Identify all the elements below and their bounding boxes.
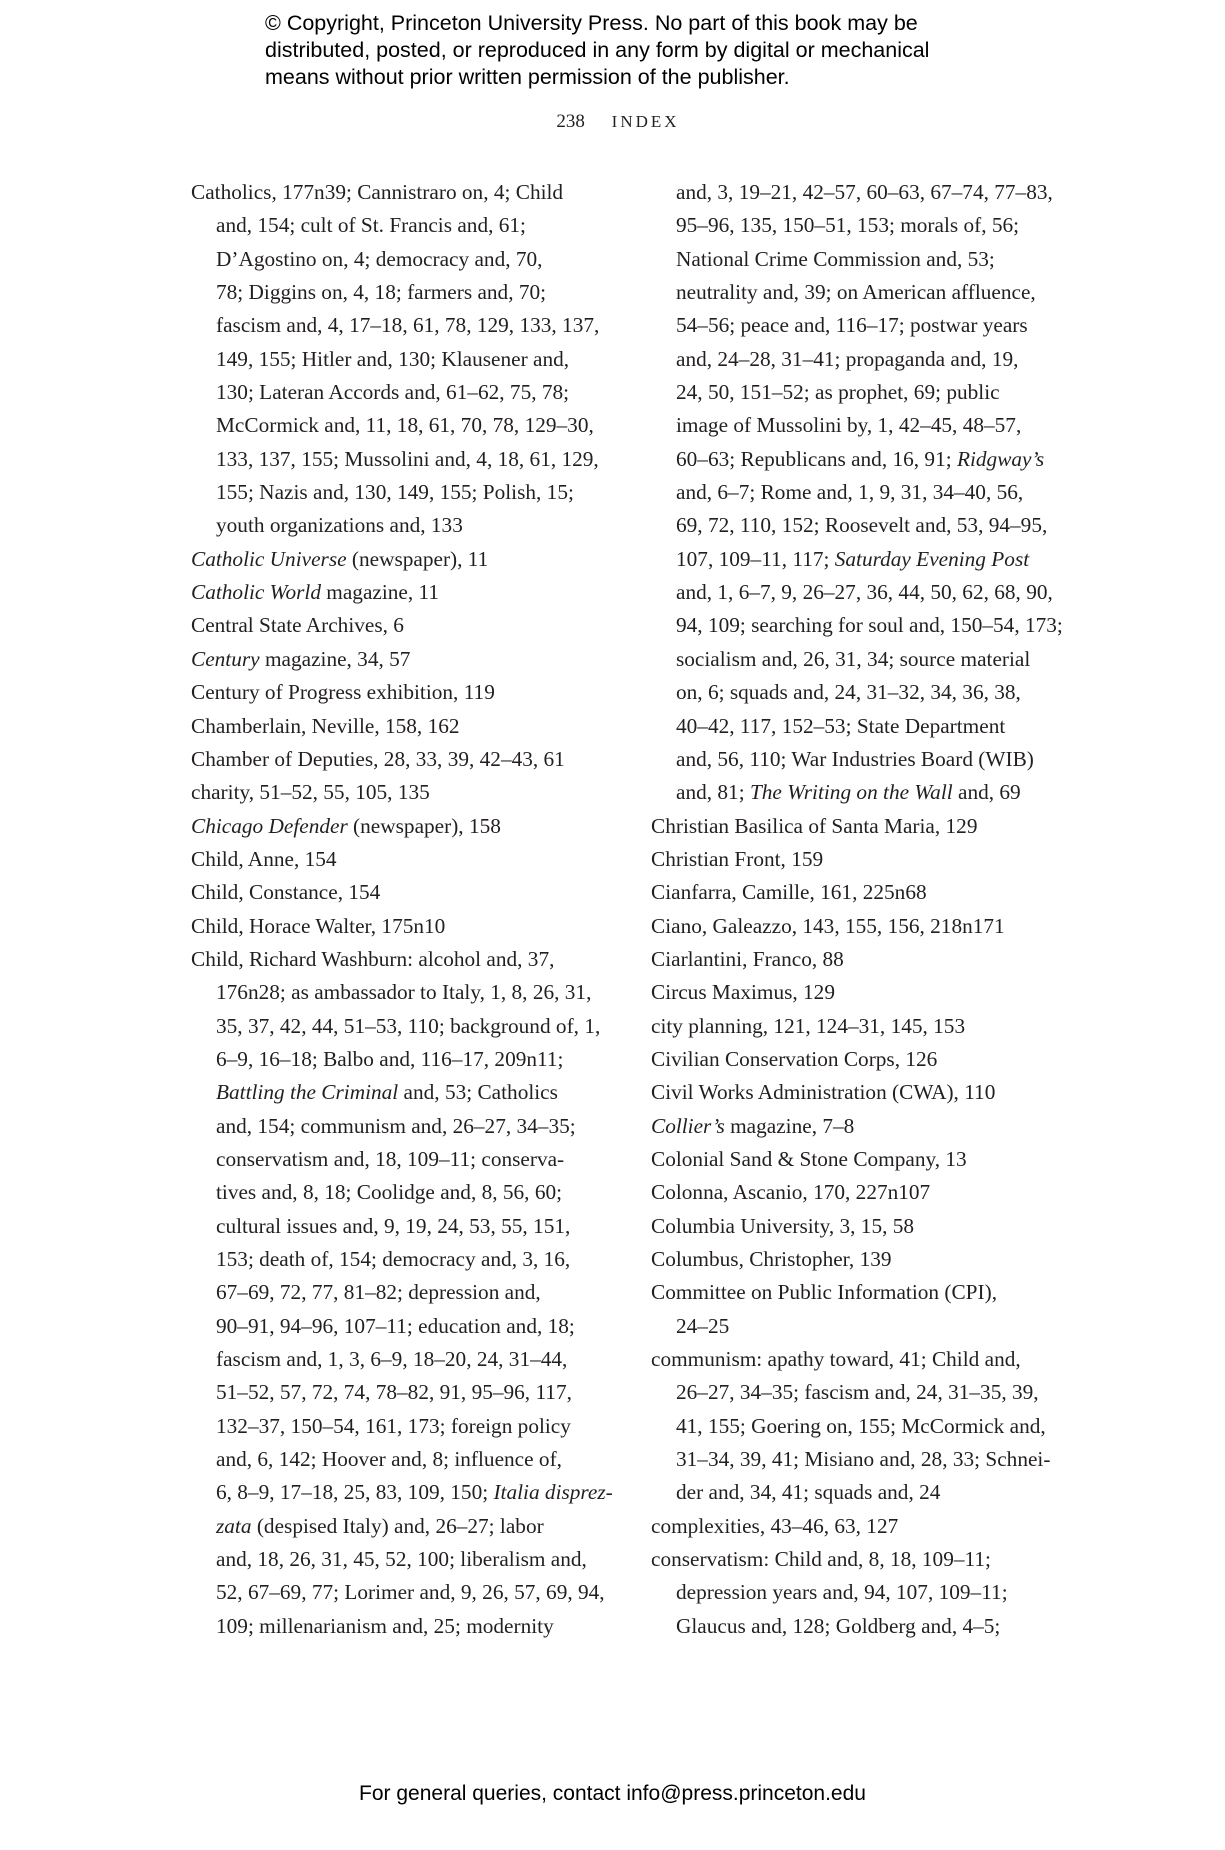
index-line bbox=[191, 643, 611, 676]
entry-text: and, 6–7; Rome and, 1, 9, 31, 34–40, 56, bbox=[676, 480, 1024, 505]
entry-text: 6–9, 16–18; Balbo and, 116–17, 209n11; bbox=[216, 1046, 564, 1071]
index-entry bbox=[651, 1043, 1071, 1076]
index-line bbox=[651, 1276, 1071, 1309]
entry-text: 52, 67–69, 77; Lorimer and, 9, 26, 57, 69, 94, bbox=[216, 1580, 605, 1605]
entry-text: magazine, 7–8 bbox=[724, 1113, 855, 1138]
entry-text: and, 6, 142; Hoover and, 8; influence of, bbox=[216, 1447, 562, 1472]
entry-text: youth organizations and, 133 bbox=[216, 513, 463, 538]
index-line bbox=[191, 776, 611, 809]
index-line bbox=[651, 309, 1071, 342]
index-entry bbox=[191, 710, 611, 743]
entry-title-italic: Catholic Universe bbox=[191, 546, 347, 571]
entry-text: McCormick and, 11, 18, 61, 70, 78, 129–30, bbox=[216, 413, 594, 438]
index-line bbox=[191, 1143, 611, 1176]
index-line bbox=[651, 1310, 1071, 1343]
index-line bbox=[191, 1276, 611, 1309]
index-entry bbox=[651, 1010, 1071, 1043]
index-line bbox=[651, 776, 1071, 809]
index-line bbox=[191, 409, 611, 442]
entry-text: charity, 51–52, 55, 105, 135 bbox=[191, 780, 430, 805]
index-line bbox=[651, 476, 1071, 509]
index-entry bbox=[651, 1276, 1071, 1343]
entry-text: Christian Basilica of Santa Maria, 129 bbox=[651, 813, 978, 838]
index-line bbox=[651, 243, 1071, 276]
entry-text: neutrality and, 39; on American affluence, bbox=[676, 280, 1036, 305]
index-line bbox=[651, 443, 1071, 476]
index-entry bbox=[191, 543, 611, 576]
entry-text: and, 81; bbox=[676, 780, 750, 805]
entry-text: magazine, 11 bbox=[320, 580, 440, 605]
entry-text: Child, Richard Washburn: alcohol and, 37, bbox=[191, 946, 555, 971]
index-entry bbox=[191, 876, 611, 909]
index-line bbox=[191, 943, 611, 976]
index-entry bbox=[191, 910, 611, 943]
entry-text: D’Agostino on, 4; democracy and, 70, bbox=[216, 246, 543, 271]
entry-title-italic: The Writing on the Wall bbox=[749, 780, 953, 805]
index-line bbox=[191, 1543, 611, 1576]
index-line bbox=[191, 1476, 611, 1509]
entry-text: 149, 155; Hitler and, 130; Klausener and, bbox=[216, 346, 570, 371]
index-line bbox=[191, 743, 611, 776]
index-line bbox=[651, 509, 1071, 542]
index-line bbox=[651, 1376, 1071, 1409]
index-line bbox=[651, 743, 1071, 776]
entry-text: magazine, 34, 57 bbox=[259, 646, 411, 671]
index-entry bbox=[651, 1176, 1071, 1209]
entry-text: complexities, 43–46, 63, 127 bbox=[651, 1513, 899, 1538]
entry-text: 6, 8–9, 17–18, 25, 83, 109, 150; bbox=[216, 1480, 494, 1505]
entry-text: Columbia University, 3, 15, 58 bbox=[651, 1213, 915, 1238]
entry-text: Catholics, 177n39; Cannistraro on, 4; Child bbox=[191, 180, 564, 204]
index-entry bbox=[651, 810, 1071, 843]
entry-title-italic: Ridgway’s bbox=[956, 446, 1045, 471]
entry-text: and, 3, 19–21, 42–57, 60–63, 67–74, 77–83, bbox=[676, 180, 1053, 204]
entry-text: 107, 109–11, 117; bbox=[676, 546, 835, 571]
entry-text: 130; Lateran Accords and, 61–62, 75, 78; bbox=[216, 380, 570, 405]
index-entry bbox=[651, 1243, 1071, 1276]
entry-text: Christian Front, 159 bbox=[651, 846, 824, 871]
entry-text: Committee on Public Information (CPI), bbox=[651, 1280, 998, 1305]
entry-text: (newspaper), 158 bbox=[347, 813, 501, 838]
index-line bbox=[651, 676, 1071, 709]
section-title: INDEX bbox=[611, 112, 680, 131]
entry-text: 109; millenarianism and, 25; modernity bbox=[216, 1613, 554, 1638]
index-line bbox=[651, 376, 1071, 409]
entry-text: 133, 137, 155; Mussolini and, 4, 18, 61, 129, bbox=[216, 446, 599, 471]
entry-title-italic: Collier’s bbox=[651, 1113, 725, 1138]
index-line bbox=[191, 376, 611, 409]
entry-text: 26–27, 34–35; fascism and, 24, 31–35, 39, bbox=[676, 1380, 1039, 1405]
footer-contact: For general queries, contact info@press.princeton.edu bbox=[359, 1782, 866, 1805]
index-entry bbox=[191, 743, 611, 776]
entry-text: 24–25 bbox=[676, 1313, 730, 1338]
index-line bbox=[651, 276, 1071, 309]
index-line bbox=[651, 409, 1071, 442]
entry-text: cultural issues and, 9, 19, 24, 53, 55, 151, bbox=[216, 1213, 571, 1238]
entry-text: 69, 72, 110, 152; Roosevelt and, 53, 94–95, bbox=[676, 513, 1048, 538]
index-line bbox=[651, 1210, 1071, 1243]
index-line bbox=[191, 543, 611, 576]
index-line bbox=[651, 643, 1071, 676]
entry-title-italic: zata bbox=[216, 1513, 252, 1538]
entry-text: Colonial Sand & Stone Company, 13 bbox=[651, 1146, 967, 1171]
index-line bbox=[191, 1343, 611, 1376]
index-line bbox=[651, 343, 1071, 376]
entry-text: National Crime Commission and, 53; bbox=[676, 246, 995, 271]
index-line bbox=[191, 710, 611, 743]
index-line bbox=[191, 1576, 611, 1609]
entry-text: and, 24–28, 31–41; propaganda and, 19, bbox=[676, 346, 1019, 371]
running-head bbox=[0, 111, 1225, 133]
entry-text: Glaucus and, 128; Goldberg and, 4–5; bbox=[676, 1613, 1001, 1638]
entry-text: 90–91, 94–96, 107–11; education and, 18; bbox=[216, 1313, 575, 1338]
entry-text: 40–42, 117, 152–53; State Department bbox=[676, 713, 1006, 738]
entry-text: 67–69, 72, 77, 81–82; depression and, bbox=[216, 1280, 541, 1305]
index-line bbox=[191, 976, 611, 1009]
entry-text: Columbus, Christopher, 139 bbox=[651, 1247, 892, 1271]
entry-text: Circus Maximus, 129 bbox=[651, 980, 835, 1005]
entry-text: 60–63; Republicans and, 16, 91; bbox=[676, 446, 957, 471]
index-line bbox=[651, 209, 1071, 242]
index-line bbox=[191, 876, 611, 909]
entry-text: Colonna, Ascanio, 170, 227n107 bbox=[651, 1180, 931, 1205]
index-line bbox=[651, 1043, 1071, 1076]
index-line bbox=[191, 243, 611, 276]
copyright-line: © Copyright, Princeton University Press. No part of this book may be bbox=[265, 11, 918, 35]
index-line bbox=[651, 1476, 1071, 1509]
index-line bbox=[651, 1110, 1071, 1143]
entry-text: and, 154; communism and, 26–27, 34–35; bbox=[216, 1113, 576, 1138]
entry-text: Ciano, Galeazzo, 143, 155, 156, 218n171 bbox=[651, 913, 1005, 938]
entry-text: 54–56; peace and, 116–17; postwar years bbox=[676, 313, 1028, 338]
index-line bbox=[191, 209, 611, 242]
index-line bbox=[651, 1176, 1071, 1209]
entry-text: socialism and, 26, 31, 34; source material bbox=[676, 646, 1031, 671]
index-entry bbox=[191, 776, 611, 809]
entry-text: der and, 34, 41; squads and, 24 bbox=[676, 1480, 941, 1505]
entry-text: 176n28; as ambassador to Italy, 1, 8, 26, 31, bbox=[216, 980, 592, 1005]
entry-title-italic: Catholic World bbox=[191, 580, 321, 605]
index-line bbox=[651, 1510, 1071, 1543]
entry-text: (despised Italy) and, 26–27; labor bbox=[251, 1513, 544, 1538]
entry-text: communism: apathy toward, 41; Child and, bbox=[651, 1347, 1021, 1372]
index-line bbox=[651, 1443, 1071, 1476]
index-line bbox=[191, 609, 611, 642]
index-line bbox=[191, 810, 611, 843]
entry-text: 94, 109; searching for soul and, 150–54, 173; bbox=[676, 613, 1063, 638]
index-line bbox=[191, 176, 611, 209]
entry-text: image of Mussolini by, 1, 42–45, 48–57, bbox=[676, 413, 1022, 438]
index-line bbox=[191, 1243, 611, 1276]
index-line bbox=[651, 1143, 1071, 1176]
index-entry bbox=[651, 1510, 1071, 1543]
index-line bbox=[651, 1010, 1071, 1043]
index-line bbox=[191, 1376, 611, 1409]
index-entry bbox=[191, 943, 611, 1643]
entry-text: and, 1, 6–7, 9, 26–27, 36, 44, 50, 62, 68, 90, bbox=[676, 580, 1053, 605]
entry-title-italic: Italia disprez- bbox=[493, 1480, 613, 1505]
entry-text: (newspaper), 11 bbox=[346, 546, 489, 571]
index-line bbox=[651, 1076, 1071, 1109]
index-line bbox=[651, 543, 1071, 576]
index-entry bbox=[651, 1110, 1071, 1143]
index-line bbox=[191, 910, 611, 943]
entry-text: fascism and, 1, 3, 6–9, 18–20, 24, 31–44, bbox=[216, 1347, 568, 1372]
index-entry bbox=[651, 943, 1071, 976]
entry-text: conservatism and, 18, 109–11; conserva- bbox=[216, 1146, 565, 1171]
entry-title-italic: Saturday Evening Post bbox=[834, 546, 1030, 571]
copyright-notice bbox=[265, 10, 929, 91]
index-line bbox=[651, 1576, 1071, 1609]
entry-text: and, 69 bbox=[952, 780, 1021, 805]
entry-text: and, 53; Catholics bbox=[398, 1080, 558, 1105]
entry-text: 51–52, 57, 72, 74, 78–82, 91, 95–96, 117, bbox=[216, 1380, 572, 1405]
entry-text: 35, 37, 42, 44, 51–53, 110; background of, 1, bbox=[216, 1013, 601, 1038]
entry-text: Century of Progress exhibition, 119 bbox=[191, 680, 495, 705]
entry-text: tives and, 8, 18; Coolidge and, 8, 56, 60; bbox=[216, 1180, 563, 1205]
entry-text: Civil Works Administration (CWA), 110 bbox=[651, 1080, 996, 1105]
entry-text: Child, Constance, 154 bbox=[191, 880, 381, 905]
index-line bbox=[191, 1010, 611, 1043]
index-entry bbox=[191, 643, 611, 676]
index-entry bbox=[651, 176, 1071, 810]
index-line bbox=[651, 1343, 1071, 1376]
index-line bbox=[651, 710, 1071, 743]
index-line bbox=[191, 1176, 611, 1209]
copyright-line: distributed, posted, or reproduced in any form by digital or mechanical bbox=[265, 38, 930, 62]
index-line bbox=[651, 1410, 1071, 1443]
entry-text: city planning, 121, 124–31, 145, 153 bbox=[651, 1013, 966, 1038]
index-line bbox=[191, 276, 611, 309]
index-entry bbox=[191, 843, 611, 876]
index-line bbox=[651, 609, 1071, 642]
entry-text: Civilian Conservation Corps, 126 bbox=[651, 1046, 938, 1071]
index-line bbox=[651, 1243, 1071, 1276]
index-entry bbox=[651, 1210, 1071, 1243]
entry-text: and, 154; cult of St. Francis and, 61; bbox=[216, 213, 526, 238]
entry-text: Cianfarra, Camille, 161, 225n68 bbox=[651, 880, 927, 905]
index-line bbox=[191, 309, 611, 342]
index-column-right bbox=[651, 176, 1071, 1643]
page-number: 238 bbox=[556, 111, 585, 132]
index-entry bbox=[651, 1543, 1071, 1643]
entry-text: fascism and, 4, 17–18, 61, 78, 129, 133, 137, bbox=[216, 313, 600, 338]
index-line bbox=[191, 1510, 611, 1543]
index-entry bbox=[651, 976, 1071, 1009]
entry-text: Ciarlantini, Franco, 88 bbox=[651, 946, 844, 971]
index-entry bbox=[191, 810, 611, 843]
index-entry bbox=[651, 876, 1071, 909]
index-line bbox=[191, 509, 611, 542]
entry-text: and, 56, 110; War Industries Board (WIB) bbox=[676, 746, 1034, 771]
copyright-line: means without prior written permission of the publisher. bbox=[265, 65, 790, 89]
entry-text: Child, Horace Walter, 175n10 bbox=[191, 913, 446, 938]
entry-text: on, 6; squads and, 24, 31–32, 34, 36, 38, bbox=[676, 680, 1021, 705]
entry-text: Chamberlain, Neville, 158, 162 bbox=[191, 713, 460, 738]
index-line bbox=[651, 810, 1071, 843]
index-line bbox=[651, 843, 1071, 876]
index-column-left bbox=[191, 176, 611, 1643]
index-entry bbox=[191, 176, 611, 543]
entry-text: and, 18, 26, 31, 45, 52, 100; liberalism and, bbox=[216, 1547, 587, 1572]
index-line bbox=[191, 443, 611, 476]
index-line bbox=[651, 1610, 1071, 1643]
index-line bbox=[651, 943, 1071, 976]
index-line bbox=[191, 843, 611, 876]
index-line bbox=[191, 576, 611, 609]
index-line bbox=[191, 1443, 611, 1476]
index-line bbox=[651, 576, 1071, 609]
entry-text: Child, Anne, 154 bbox=[191, 846, 337, 871]
index-line bbox=[191, 1043, 611, 1076]
index-line bbox=[191, 343, 611, 376]
entry-text: Central State Archives, 6 bbox=[191, 613, 404, 638]
index-line bbox=[191, 1110, 611, 1143]
index-entry bbox=[651, 843, 1071, 876]
index-line bbox=[651, 976, 1071, 1009]
entry-text: 95–96, 135, 150–51, 153; morals of, 56; bbox=[676, 213, 1020, 238]
index-entry bbox=[651, 1143, 1071, 1176]
index-entry bbox=[651, 1076, 1071, 1109]
entry-text: Chamber of Deputies, 28, 33, 39, 42–43, 61 bbox=[191, 746, 565, 771]
index-line bbox=[191, 1076, 611, 1109]
index-line bbox=[191, 1610, 611, 1643]
entry-title-italic: Battling the Criminal bbox=[216, 1080, 399, 1105]
entry-text: 132–37, 150–54, 161, 173; foreign policy bbox=[216, 1413, 571, 1438]
index-line bbox=[651, 876, 1071, 909]
index-line bbox=[651, 176, 1071, 209]
entry-text: 153; death of, 154; democracy and, 3, 16, bbox=[216, 1247, 571, 1271]
index-line bbox=[191, 476, 611, 509]
index-entry bbox=[651, 910, 1071, 943]
entry-text: 31–34, 39, 41; Misiano and, 28, 33; Schnei- bbox=[676, 1447, 1051, 1472]
entry-text: depression years and, 94, 107, 109–11; bbox=[676, 1580, 1008, 1605]
entry-text: 155; Nazis and, 130, 149, 155; Polish, 15; bbox=[216, 480, 574, 505]
index-entry bbox=[191, 576, 611, 609]
entry-text: conservatism: Child and, 8, 18, 109–11; bbox=[651, 1547, 991, 1572]
index-entry bbox=[191, 609, 611, 642]
entry-text: 24, 50, 151–52; as prophet, 69; public bbox=[676, 380, 1000, 405]
index-entry bbox=[191, 676, 611, 709]
index-line bbox=[191, 1210, 611, 1243]
entry-title-italic: Chicago Defender bbox=[191, 813, 348, 838]
entry-text: 41, 155; Goering on, 155; McCormick and, bbox=[676, 1413, 1046, 1438]
index-line bbox=[191, 1410, 611, 1443]
index-entry bbox=[651, 1343, 1071, 1510]
index-line bbox=[651, 1543, 1071, 1576]
entry-title-italic: Century bbox=[191, 646, 260, 671]
index-line bbox=[191, 1310, 611, 1343]
entry-text: 78; Diggins on, 4, 18; farmers and, 70; bbox=[216, 280, 547, 305]
index-line bbox=[651, 910, 1071, 943]
index-line bbox=[191, 676, 611, 709]
